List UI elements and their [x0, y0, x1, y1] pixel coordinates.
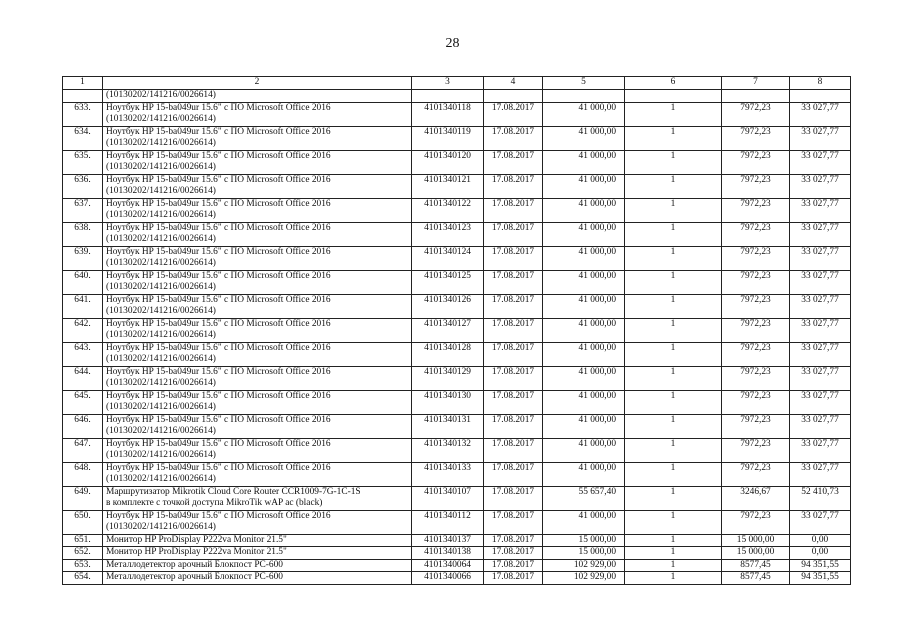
row-number: 639. [63, 246, 103, 270]
table-row [63, 486, 851, 510]
row-number: 633. [63, 102, 103, 126]
item-name-line: Ноутбук HP 15-ba049ur 15.6" с ПО Microsoft Office 2016 [106, 174, 331, 185]
depreciation: 7972,23 [722, 366, 790, 390]
initial-cost: 102 929,00 [543, 572, 625, 585]
quantity: 1 [625, 246, 722, 270]
item-name [103, 414, 412, 438]
initial-cost: 15 000,00 [543, 547, 625, 560]
table-row [63, 559, 851, 572]
inventory-number: 4101340119 [412, 126, 484, 150]
item-name-line: Металлодетектор арочный Блокпост PC-600 [106, 572, 283, 582]
row-number: 638. [63, 222, 103, 246]
item-name [103, 270, 412, 294]
item-name-line: Ноутбук HP 15-ba049ur 15.6" с ПО Microsoft Office 2016 [106, 294, 331, 305]
item-name [103, 222, 412, 246]
initial-cost: 41 000,00 [543, 390, 625, 414]
item-name-line: Ноутбук HP 15-ba049ur 15.6" с ПО Microsoft Office 2016 [106, 126, 331, 137]
item-name-line: (10130202/141216/0026614) [106, 114, 216, 124]
item-name-line: Ноутбук HP 15-ba049ur 15.6" с ПО Microsoft Office 2016 [106, 462, 331, 473]
page-number: 28 [445, 36, 460, 51]
residual-value: 0,00 [790, 547, 851, 560]
depreciation: 7972,23 [722, 342, 790, 366]
acquisition-date: 17.08.2017 [484, 294, 543, 318]
initial-cost: 41 000,00 [543, 102, 625, 126]
depreciation: 7972,23 [722, 510, 790, 534]
acquisition-date: 17.08.2017 [484, 438, 543, 462]
initial-cost: 41 000,00 [543, 126, 625, 150]
inventory-number: 4101340126 [412, 294, 484, 318]
item-name [103, 438, 412, 462]
initial-cost: 41 000,00 [543, 342, 625, 366]
acquisition-date: 17.08.2017 [484, 102, 543, 126]
table-row [63, 414, 851, 438]
column-header: 4 [484, 77, 543, 90]
column-header: 7 [722, 77, 790, 90]
quantity: 1 [625, 559, 722, 572]
residual-value: 33 027,77 [790, 270, 851, 294]
inventory-number: 4101340107 [412, 486, 484, 510]
item-name [103, 294, 412, 318]
table-row [63, 246, 851, 270]
initial-cost: 41 000,00 [543, 414, 625, 438]
residual-value: 33 027,77 [790, 222, 851, 246]
item-name-line: (10130202/141216/0026614) [106, 354, 216, 364]
item-name [103, 174, 412, 198]
item-name-line: Ноутбук HP 15-ba049ur 15.6" с ПО Microsoft Office 2016 [106, 438, 331, 449]
inventory-number: 4101340125 [412, 270, 484, 294]
acquisition-date: 17.08.2017 [484, 222, 543, 246]
asset-table [62, 76, 851, 585]
item-name [103, 572, 412, 585]
item-name-line: Ноутбук HP 15-ba049ur 15.6" с ПО Microsoft Office 2016 [106, 342, 331, 353]
quantity: 1 [625, 174, 722, 198]
table-row [63, 222, 851, 246]
inventory-number: 4101340138 [412, 547, 484, 560]
quantity: 1 [625, 126, 722, 150]
item-name-line: Ноутбук HP 15-ba049ur 15.6" с ПО Microsoft Office 2016 [106, 246, 331, 257]
depreciation: 3246,67 [722, 486, 790, 510]
item-name-line: (10130202/141216/0026614) [106, 378, 216, 388]
item-name-line: Монитор HP ProDisplay P222va Monitor 21.5" [106, 534, 287, 545]
row-number: 649. [63, 486, 103, 510]
header-row [63, 77, 851, 90]
column-header: 2 [103, 77, 412, 90]
residual-value: 33 027,77 [790, 438, 851, 462]
table-row [63, 102, 851, 126]
residual-value: 33 027,77 [790, 366, 851, 390]
initial-cost: 41 000,00 [543, 222, 625, 246]
quantity: 1 [625, 390, 722, 414]
residual-value: 33 027,77 [790, 390, 851, 414]
row-number: 644. [63, 366, 103, 390]
acquisition-date: 17.08.2017 [484, 366, 543, 390]
quantity: 1 [625, 222, 722, 246]
item-name-line: Ноутбук HP 15-ba049ur 15.6" с ПО Microsoft Office 2016 [106, 198, 331, 209]
acquisition-date: 17.08.2017 [484, 318, 543, 342]
table-row [63, 174, 851, 198]
item-name-line: (10130202/141216/0026614) [106, 402, 216, 412]
initial-cost: 41 000,00 [543, 510, 625, 534]
item-name-line: Ноутбук HP 15-ba049ur 15.6" с ПО Microsoft Office 2016 [106, 414, 331, 425]
acquisition-date: 17.08.2017 [484, 559, 543, 572]
residual-value: 33 027,77 [790, 174, 851, 198]
item-name [103, 198, 412, 222]
depreciation: 7972,23 [722, 222, 790, 246]
row-number: 654. [63, 572, 103, 585]
quantity: 1 [625, 150, 722, 174]
acquisition-date: 17.08.2017 [484, 486, 543, 510]
row-number: 651. [63, 534, 103, 547]
residual-value: 33 027,77 [790, 150, 851, 174]
row-number: 647. [63, 438, 103, 462]
quantity: 1 [625, 414, 722, 438]
item-name-line: Маршрутизатор Mikrotik Cloud Core Router CCR1009-7G-1C-1S [106, 486, 361, 497]
item-name [103, 547, 412, 560]
depreciation: 7972,23 [722, 318, 790, 342]
item-name-line: Ноутбук HP 15-ba049ur 15.6" с ПО Microsoft Office 2016 [106, 318, 331, 329]
row-number: 643. [63, 342, 103, 366]
quantity: 1 [625, 486, 722, 510]
quantity: 1 [625, 366, 722, 390]
depreciation: 15 000,00 [722, 547, 790, 560]
table-row [63, 342, 851, 366]
item-name-line: Ноутбук HP 15-ba049ur 15.6" с ПО Microsoft Office 2016 [106, 510, 331, 521]
column-header: 3 [412, 77, 484, 90]
initial-cost: 41 000,00 [543, 174, 625, 198]
continuation-text: (10130202/141216/0026614) [103, 90, 412, 103]
item-name-line: Ноутбук HP 15-ba049ur 15.6" с ПО Microsoft Office 2016 [106, 390, 331, 401]
quantity: 1 [625, 102, 722, 126]
row-number: 645. [63, 390, 103, 414]
depreciation: 7972,23 [722, 126, 790, 150]
initial-cost: 41 000,00 [543, 462, 625, 486]
quantity: 1 [625, 572, 722, 585]
acquisition-date: 17.08.2017 [484, 342, 543, 366]
acquisition-date: 17.08.2017 [484, 414, 543, 438]
residual-value: 33 027,77 [790, 246, 851, 270]
acquisition-date: 17.08.2017 [484, 534, 543, 547]
quantity: 1 [625, 270, 722, 294]
item-name-line: (10130202/141216/0026614) [106, 306, 216, 316]
table-row [63, 294, 851, 318]
residual-value: 94 351,55 [790, 572, 851, 585]
residual-value: 33 027,77 [790, 414, 851, 438]
depreciation: 7972,23 [722, 438, 790, 462]
item-name-line: (10130202/141216/0026614) [106, 330, 216, 340]
item-name-line: (10130202/141216/0026614) [106, 522, 216, 532]
table-row [63, 150, 851, 174]
residual-value: 33 027,77 [790, 462, 851, 486]
depreciation: 7972,23 [722, 150, 790, 174]
table-row [63, 198, 851, 222]
inventory-number: 4101340066 [412, 572, 484, 585]
residual-value: 33 027,77 [790, 126, 851, 150]
depreciation: 8577,45 [722, 559, 790, 572]
inventory-number: 4101340132 [412, 438, 484, 462]
residual-value: 52 410,73 [790, 486, 851, 510]
item-name [103, 366, 412, 390]
quantity: 1 [625, 510, 722, 534]
table-row [63, 126, 851, 150]
item-name-line: (10130202/141216/0026614) [106, 474, 216, 484]
row-number: 637. [63, 198, 103, 222]
quantity: 1 [625, 342, 722, 366]
acquisition-date: 17.08.2017 [484, 126, 543, 150]
inventory-number: 4101340064 [412, 559, 484, 572]
item-name-line: (10130202/141216/0026614) [106, 450, 216, 460]
initial-cost: 41 000,00 [543, 318, 625, 342]
inventory-number: 4101340123 [412, 222, 484, 246]
residual-value: 33 027,77 [790, 294, 851, 318]
table-row [63, 390, 851, 414]
continuation-row [63, 90, 851, 103]
item-name-line: (10130202/141216/0026614) [106, 186, 216, 196]
acquisition-date: 17.08.2017 [484, 572, 543, 585]
item-name [103, 510, 412, 534]
item-name-line: Монитор HP ProDisplay P222va Monitor 21.5" [106, 547, 287, 557]
quantity: 1 [625, 438, 722, 462]
table-row [63, 270, 851, 294]
item-name [103, 342, 412, 366]
inventory-number: 4101340122 [412, 198, 484, 222]
inventory-number: 4101340130 [412, 390, 484, 414]
row-number: 642. [63, 318, 103, 342]
inventory-number: 4101340124 [412, 246, 484, 270]
depreciation: 7972,23 [722, 270, 790, 294]
depreciation: 7972,23 [722, 414, 790, 438]
row-number: 646. [63, 414, 103, 438]
item-name [103, 462, 412, 486]
inventory-number: 4101340112 [412, 510, 484, 534]
acquisition-date: 17.08.2017 [484, 198, 543, 222]
inventory-number: 4101340133 [412, 462, 484, 486]
inventory-number: 4101340131 [412, 414, 484, 438]
item-name-line: (10130202/141216/0026614) [106, 162, 216, 172]
acquisition-date: 17.08.2017 [484, 510, 543, 534]
table-row [63, 462, 851, 486]
item-name-line: Ноутбук HP 15-ba049ur 15.6" с ПО Microsoft Office 2016 [106, 270, 331, 281]
row-number: 636. [63, 174, 103, 198]
quantity: 1 [625, 534, 722, 547]
table-row [63, 438, 851, 462]
acquisition-date: 17.08.2017 [484, 390, 543, 414]
residual-value: 33 027,77 [790, 342, 851, 366]
item-name-line: (10130202/141216/0026614) [106, 210, 216, 220]
row-number: 635. [63, 150, 103, 174]
table-row [63, 572, 851, 585]
quantity: 1 [625, 462, 722, 486]
item-name [103, 559, 412, 572]
inventory-number: 4101340129 [412, 366, 484, 390]
inventory-number: 4101340121 [412, 174, 484, 198]
column-header: 5 [543, 77, 625, 90]
item-name [103, 486, 412, 510]
inventory-number: 4101340127 [412, 318, 484, 342]
initial-cost: 41 000,00 [543, 198, 625, 222]
residual-value: 33 027,77 [790, 318, 851, 342]
table-row [63, 510, 851, 534]
item-name [103, 102, 412, 126]
initial-cost: 41 000,00 [543, 150, 625, 174]
acquisition-date: 17.08.2017 [484, 246, 543, 270]
quantity: 1 [625, 318, 722, 342]
item-name-line: (10130202/141216/0026614) [106, 258, 216, 268]
quantity: 1 [625, 294, 722, 318]
item-name-line: (10130202/141216/0026614) [106, 426, 216, 436]
initial-cost: 102 929,00 [543, 559, 625, 572]
acquisition-date: 17.08.2017 [484, 150, 543, 174]
row-number: 641. [63, 294, 103, 318]
column-header: 1 [63, 77, 103, 90]
initial-cost: 41 000,00 [543, 438, 625, 462]
item-name-line: (10130202/141216/0026614) [106, 138, 216, 148]
initial-cost: 41 000,00 [543, 366, 625, 390]
inventory-number: 4101340118 [412, 102, 484, 126]
row-number: 648. [63, 462, 103, 486]
depreciation: 7972,23 [722, 174, 790, 198]
table-row [63, 534, 851, 547]
acquisition-date: 17.08.2017 [484, 547, 543, 560]
initial-cost: 15 000,00 [543, 534, 625, 547]
row-number: 650. [63, 510, 103, 534]
item-name [103, 318, 412, 342]
residual-value: 0,00 [790, 534, 851, 547]
item-name [103, 150, 412, 174]
inventory-number: 4101340137 [412, 534, 484, 547]
depreciation: 7972,23 [722, 246, 790, 270]
depreciation: 7972,23 [722, 294, 790, 318]
row-number: 640. [63, 270, 103, 294]
depreciation: 7972,23 [722, 462, 790, 486]
depreciation: 7972,23 [722, 390, 790, 414]
residual-value: 33 027,77 [790, 102, 851, 126]
item-name [103, 390, 412, 414]
table-row [63, 547, 851, 560]
row-number: 634. [63, 126, 103, 150]
initial-cost: 55 657,40 [543, 486, 625, 510]
item-name-line: Ноутбук HP 15-ba049ur 15.6" с ПО Microsoft Office 2016 [106, 366, 331, 377]
acquisition-date: 17.08.2017 [484, 462, 543, 486]
item-name-line: (10130202/141216/0026614) [106, 234, 216, 244]
item-name-line: Ноутбук HP 15-ba049ur 15.6" с ПО Microsoft Office 2016 [106, 222, 331, 233]
depreciation: 7972,23 [722, 102, 790, 126]
item-name-line: (10130202/141216/0026614) [106, 282, 216, 292]
residual-value: 33 027,77 [790, 510, 851, 534]
item-name-line: в комплекте с точкой доступа MikroTik wAP ac (black) [106, 498, 323, 508]
inventory-number: 4101340128 [412, 342, 484, 366]
acquisition-date: 17.08.2017 [484, 174, 543, 198]
row-number: 652. [63, 547, 103, 560]
item-name [103, 534, 412, 547]
item-name-line: Металлодетектор арочный Блокпост PC-600 [106, 559, 283, 570]
residual-value: 33 027,77 [790, 198, 851, 222]
table-row [63, 366, 851, 390]
table-row [63, 318, 851, 342]
column-header: 8 [790, 77, 851, 90]
quantity: 1 [625, 198, 722, 222]
quantity: 1 [625, 547, 722, 560]
item-name [103, 126, 412, 150]
column-header: 6 [625, 77, 722, 90]
item-name-line: Ноутбук HP 15-ba049ur 15.6" с ПО Microsoft Office 2016 [106, 102, 331, 113]
row-number: 653. [63, 559, 103, 572]
depreciation: 8577,45 [722, 572, 790, 585]
depreciation: 7972,23 [722, 198, 790, 222]
inventory-number: 4101340120 [412, 150, 484, 174]
initial-cost: 41 000,00 [543, 246, 625, 270]
item-name [103, 246, 412, 270]
initial-cost: 41 000,00 [543, 270, 625, 294]
item-name-line: Ноутбук HP 15-ba049ur 15.6" с ПО Microsoft Office 2016 [106, 150, 331, 161]
acquisition-date: 17.08.2017 [484, 270, 543, 294]
residual-value: 94 351,55 [790, 559, 851, 572]
initial-cost: 41 000,00 [543, 294, 625, 318]
depreciation: 15 000,00 [722, 534, 790, 547]
